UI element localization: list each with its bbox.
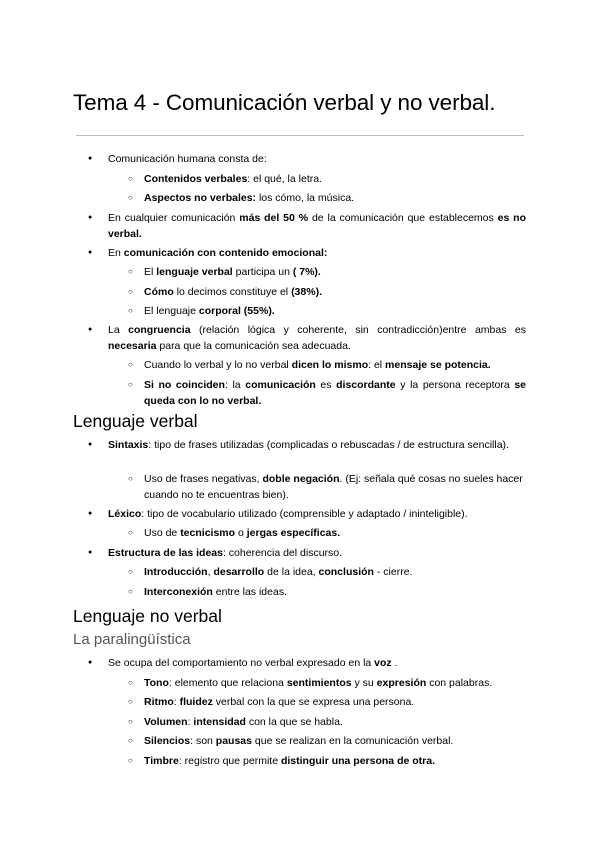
text-run: Cuando lo verbal y lo no verbal <box>144 359 292 371</box>
subbullet-dicen-lo-mismo <box>144 357 526 373</box>
bullet-contenido-emocional <box>108 245 526 261</box>
text-run: Comunicación humana consta de: <box>108 153 267 165</box>
bold-text: Tono <box>144 677 169 689</box>
bold-text: conclusión <box>318 566 374 578</box>
bullet-comunicacion-humana <box>108 151 526 167</box>
subbullet-interconexion <box>144 584 526 600</box>
bold-text: mensaje se potencia. <box>385 359 491 371</box>
bold-text: Estructura de las ideas <box>108 547 223 559</box>
section-heading-lenguaje-no-verbal: Lenguaje no verbal <box>73 606 222 626</box>
text-run: (relación lógica y coherente, sin contradicción)entre ambas es <box>190 324 526 336</box>
subbullet-contenidos-verbales <box>144 171 526 187</box>
bold-text: voz <box>374 657 392 669</box>
text-run: para que la comunicación sea adecuada. <box>156 340 351 352</box>
bold-text: ( 7%). <box>292 266 321 278</box>
bold-text: Silencios <box>144 735 191 747</box>
bold-text: intensidad <box>193 716 246 728</box>
text-run: es <box>315 379 337 391</box>
text-run: : tipo de vocabulario utilizado (comprensible y adaptado / ininteligible). <box>141 508 468 520</box>
section-heading-lenguaje-verbal: Lenguaje verbal <box>73 411 198 431</box>
text-run: verbal con la que se expresa una persona. <box>212 696 415 708</box>
title-divider <box>76 135 524 136</box>
bold-text: discordante <box>336 379 396 391</box>
bold-text: tecnicismo <box>180 527 236 539</box>
bullet-congruencia <box>108 322 526 354</box>
bold-text: Timbre <box>144 755 179 767</box>
page-title: Tema 4 - Comunicación verbal y no verbal. <box>73 90 496 115</box>
bold-text: más del 50 % <box>239 212 309 224</box>
text-run: entre las ideas. <box>212 586 287 598</box>
text-run: : son <box>190 735 216 747</box>
bold-text: doble negación <box>262 473 340 485</box>
subbullet-aspectos-no-verbales <box>144 190 526 206</box>
text-run: y su <box>351 677 377 689</box>
text-run: El <box>144 266 157 278</box>
text-run: o <box>235 527 247 539</box>
text-run: El lenguaje <box>144 305 199 317</box>
bullet-voz <box>108 655 526 671</box>
bold-text: Volumen <box>144 716 188 728</box>
bold-text: dicen lo mismo <box>291 359 369 371</box>
bold-text: jergas específicas. <box>246 527 341 539</box>
bold-text: Cómo <box>144 286 174 298</box>
text-run: Uso de frases negativas, <box>144 473 263 485</box>
subbullet-tecnicismo <box>144 525 526 541</box>
text-run: : la <box>224 379 246 391</box>
text-run: . (Ej: señala qué cosas no sueles hacer cuando no te encuentras bien). <box>144 473 523 501</box>
subbullet-no-coinciden <box>144 377 526 409</box>
subbullet-volumen <box>144 714 526 730</box>
subbullet-tono <box>144 675 526 691</box>
text-run: Se ocupa del comportamiento no verbal expresado en la <box>108 657 375 669</box>
text-run: Uso de <box>144 527 181 539</box>
text-run: : tipo de frases utilizadas (complicadas o rebuscadas / de estructura sencilla). <box>148 439 509 451</box>
text-run: : coherencia del discurso. <box>222 547 343 559</box>
text-run: En <box>108 247 124 259</box>
bold-text: comunicación <box>245 379 316 391</box>
bold-text: Aspectos no verbales: <box>144 192 257 204</box>
text-run: con palabras. <box>426 677 493 689</box>
bold-text: expresión <box>376 677 427 689</box>
bold-text: lenguaje verbal <box>156 266 233 278</box>
bold-text: distinguir una persona de otra. <box>280 755 435 767</box>
subbullet-silencios <box>144 733 526 749</box>
text-run: lo decimos constituye el <box>173 286 292 298</box>
bold-text: corporal (55%). <box>198 305 275 317</box>
text-run: - cierre. <box>373 566 413 578</box>
text-run: que se realizan en la comunicación verbal. <box>251 735 454 747</box>
bold-text: Introducción <box>144 566 208 578</box>
text-run: de la comunicación que establecemos <box>308 212 498 224</box>
bold-text: (38%). <box>291 286 322 298</box>
text-run: : <box>173 696 180 708</box>
bold-text: congruencia <box>128 324 191 336</box>
bold-text: pausas <box>215 735 252 747</box>
bullet-sintaxis <box>108 437 526 453</box>
bold-text: Si no coinciden <box>144 379 225 391</box>
bullet-lexico <box>108 506 526 522</box>
text-run: los cómo, la música. <box>256 192 355 204</box>
subbullet-como <box>144 284 526 300</box>
bold-text: Interconexión <box>144 586 213 598</box>
subbullet-frases-negativas <box>144 471 526 503</box>
bold-text: necesaria <box>108 340 157 352</box>
subbullet-timbre <box>144 753 526 769</box>
subsection-heading-paralinguistica: La paralingüística <box>73 631 191 648</box>
text-run: de la idea, <box>264 566 319 578</box>
bold-text: Léxico <box>108 508 142 520</box>
text-run: : elemento que relaciona <box>168 677 287 689</box>
bold-text: desarrollo <box>213 566 265 578</box>
text-run: En cualquier comunicación <box>108 212 240 224</box>
text-run: participa un <box>232 266 293 278</box>
text-run: y la persona receptora <box>395 379 515 391</box>
subbullet-introduccion <box>144 564 526 580</box>
text-run: con la que se habla. <box>245 716 343 728</box>
subbullet-ritmo <box>144 694 526 710</box>
bold-text: Ritmo <box>144 696 174 708</box>
bullet-estructura-ideas <box>108 545 526 561</box>
bold-text: es no verbal. <box>108 212 527 240</box>
bold-text: comunicación con contenido emocional: <box>123 247 328 259</box>
bold-text: Contenidos verbales <box>144 173 248 185</box>
bold-text: sentimientos <box>286 677 352 689</box>
subbullet-corporal <box>144 303 526 319</box>
text-run: : el <box>368 359 386 371</box>
text-run: : registro que permite <box>178 755 281 767</box>
bold-text: Sintaxis <box>108 439 149 451</box>
bullet-mas-del-50 <box>108 210 526 242</box>
subbullet-lenguaje-verbal <box>144 264 526 280</box>
text-run: La <box>108 324 129 336</box>
text-run: , <box>207 566 214 578</box>
bold-text: se queda con lo no verbal. <box>144 379 527 407</box>
text-run: . <box>391 657 398 669</box>
bold-text: fluidez <box>179 696 213 708</box>
text-run: : el qué, la letra. <box>247 173 322 185</box>
text-run: : <box>187 716 194 728</box>
